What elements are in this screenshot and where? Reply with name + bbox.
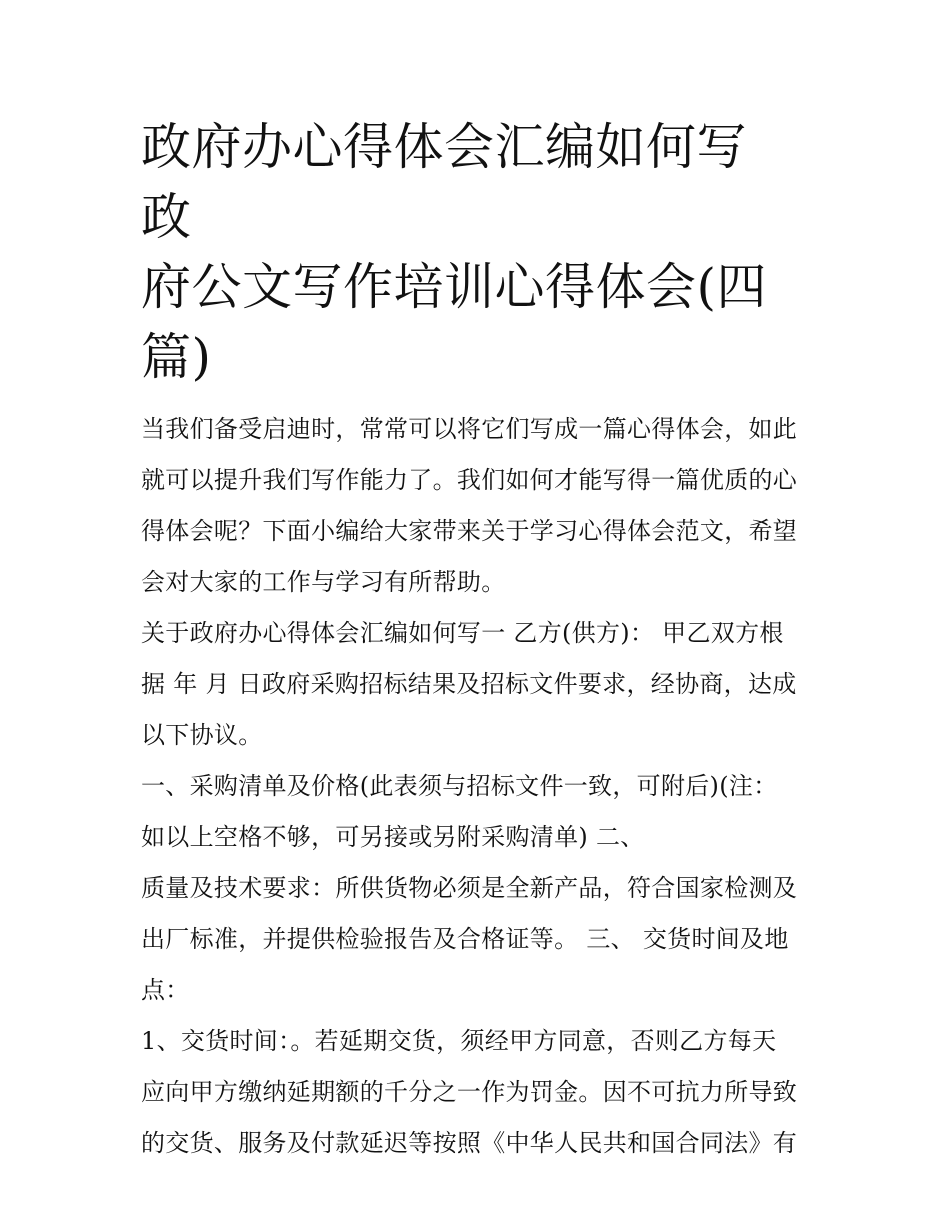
body-line: 1、交货时间：。若延期交货，须经甲方同意，否则乙方每天 [141,1027,777,1055]
document-body [141,410,813,1162]
body-line: 一、采购清单及价格(此表须与招标文件一致，可附后)(注： [141,772,778,800]
paragraph-intro [141,410,813,601]
body-line: 以下协议。 [141,721,263,749]
body-line: 出厂标准，并提供检验报告及合格证等。 三、 交货时间及地 [141,925,789,953]
title-line-1: 政府办心得体会汇编如何写 政 [141,118,747,246]
title-line-2: 府公文写作培训心得体会(四 [141,258,768,316]
paragraph-section-one [141,767,813,856]
title-line-3: 篇) [141,328,212,386]
document-page [141,112,813,1162]
body-line: 得体会呢？下面小编给大家带来关于学习心得体会范文，希望 [141,517,798,545]
body-line: 会对大家的工作与学习有所帮助。 [141,568,506,596]
paragraph-delivery-time [141,1022,813,1162]
body-line: 质量及技术要求：所供货物必须是全新产品，符合国家检测及 [141,874,798,902]
body-line: 如以上空格不够，可另接或另附采购清单) 二、 [141,823,645,851]
body-line: 就可以提升我们写作能力了。我们如何才能写得一篇优质的心 [141,466,798,494]
body-line: 应向甲方缴纳延期额的千分之一作为罚金。因不可抗力所导致 [141,1078,798,1106]
body-line: 据 年 月 日政府采购招标结果及招标文件要求，经协商，达成 [141,670,797,698]
body-line: 当我们备受启迪时，常常可以将它们写成一篇心得体会，如此 [141,415,798,443]
document-title [141,112,813,392]
paragraph-quality [141,869,813,1009]
body-line: 点： [141,976,190,1004]
body-line: 的交货、服务及付款延迟等按照《中华人民共和国合同法》有 [141,1129,798,1157]
paragraph-agreement [141,614,813,754]
body-line: 关于政府办心得体会汇编如何写一 乙方(供方)： 甲乙双方根 [141,619,784,647]
